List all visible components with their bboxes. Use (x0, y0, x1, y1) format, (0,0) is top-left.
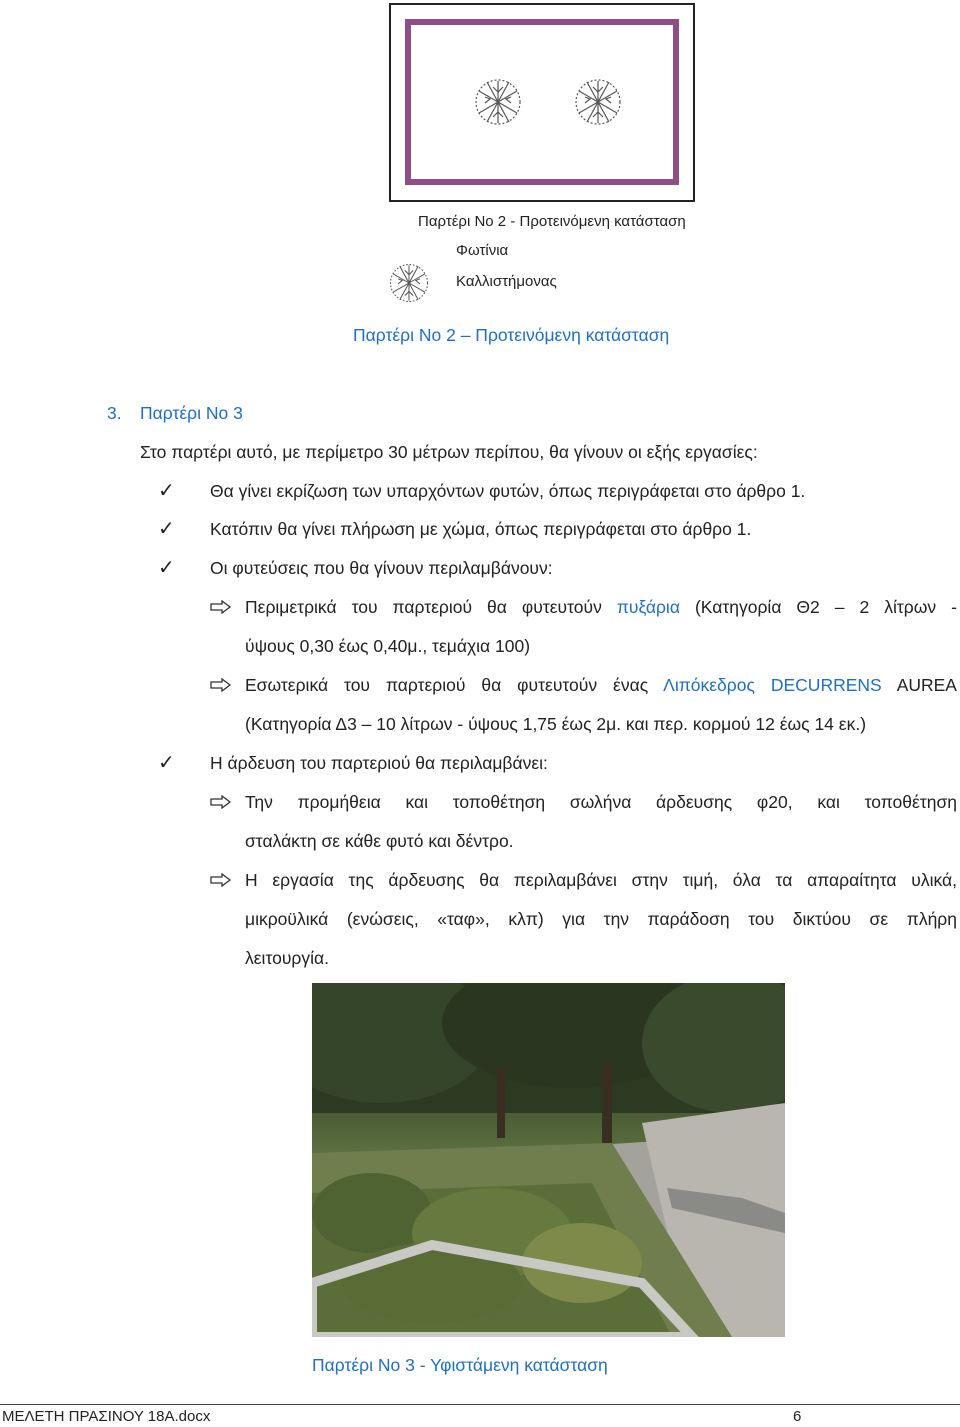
footer-filename: ΜΕΛΕΤΗ ΠΡΑΣΙΝΟΥ 18Α.docx (2, 1408, 211, 1425)
section-intro: Στο παρτέρι αυτό, με περίμετρο 30 μέτρων περίπου, θα γίνουν οι εξής εργασίες: (140, 442, 758, 462)
arrow-item-cedar-line1: Εσωτερικά του παρτεριού θα φυτευτούν ένας Λιπόκεδρος DECURRENS AUREA (245, 675, 957, 695)
arrow-item-boxwood-line2: ύψους 0,30 έως 0,40μ., τεμάχια 100) (245, 636, 531, 656)
check-item-uprooting: Θα γίνει εκρίζωση των υπαρχόντων φυτών, όπως περιγράφεται στο άρθρο 1. (210, 481, 806, 501)
checkmark-icon: ✓ (158, 750, 175, 774)
hollow-arrow-right-icon (210, 795, 232, 809)
section-number: 3. (107, 403, 122, 423)
arrow-item-work-line3: λειτουργία. (245, 948, 329, 968)
legend-item-callistemon: Καλλιστήμονας (456, 273, 557, 290)
planter-outline (405, 19, 679, 185)
check-item-irrigation: Η άρδευση του παρτεριού θα περιλαμβάνει: (210, 753, 548, 773)
check-item-soil-fill: Κατόπιν θα γίνει πλήρωση με χώμα, όπως περιγράφεται στο άρθρο 1. (210, 519, 752, 539)
link-boxwood: πυξάρια (616, 597, 680, 617)
legend-title: Παρτέρι Νο 2 - Προτεινόμενη κατάσταση (418, 213, 686, 230)
checkmark-icon: ✓ (158, 516, 175, 540)
tree-plan-symbol-icon (473, 77, 523, 127)
check-item-plantings: Οι φυτεύσεις που θα γίνουν περιλαμβάνουν: (210, 558, 553, 578)
planter-photo-illustration (312, 983, 785, 1337)
planter-photo (312, 983, 785, 1337)
figure-caption-photo: Παρτέρι Νο 3 - Υφιστάμενη κατάσταση (312, 1355, 608, 1375)
figure-caption-plan: Παρτέρι Νο 2 – Προτεινόμενη κατάσταση (353, 325, 670, 345)
section-title: Παρτέρι Νο 3 (140, 403, 243, 423)
legend-item-photinia: Φωτίνια (456, 242, 509, 259)
hollow-arrow-right-icon (210, 873, 232, 887)
checkmark-icon: ✓ (158, 478, 175, 502)
footer-page-number: 6 (793, 1408, 802, 1425)
hollow-arrow-right-icon (210, 600, 232, 614)
checkmark-icon: ✓ (158, 555, 175, 579)
footer-divider (0, 1404, 960, 1405)
arrow-item-boxwood-line1: Περιμετρικά του παρτεριού θα φυτευτούν πυξάρια (Κατηγορία Θ2 – 2 λίτρων - (245, 597, 957, 617)
link-cedar: Λιπόκεδρος DECURRENS (663, 675, 882, 695)
arrow-item-cedar-line2: (Κατηγορία Δ3 – 10 λίτρων - ύψους 1,75 έως 2μ. και περ. κορμού 12 έως 14 εκ.) (245, 714, 867, 734)
arrow-item-pipe-line1: Την προμήθεια και τοποθέτηση σωλήνα άρδευσης φ20, και τοποθέτηση (245, 792, 957, 812)
arrow-item-pipe-line2: σταλάκτη σε κάθε φυτό και δέντρο. (245, 831, 514, 851)
planting-plan-figure (389, 3, 695, 202)
hollow-arrow-right-icon (210, 678, 232, 692)
tree-plan-symbol-icon (573, 77, 623, 127)
arrow-item-work-line1: Η εργασία της άρδευσης θα περιλαμβάνει στην τιμή, όλα τα απαραίτητα υλικά, (245, 870, 957, 890)
tree-plan-symbol-icon (388, 262, 430, 304)
arrow-item-work-line2: μικροϋλικά (ενώσεις, «ταφ», κλπ) για την παράδοση του δικτύου σε πλήρη (245, 909, 957, 929)
